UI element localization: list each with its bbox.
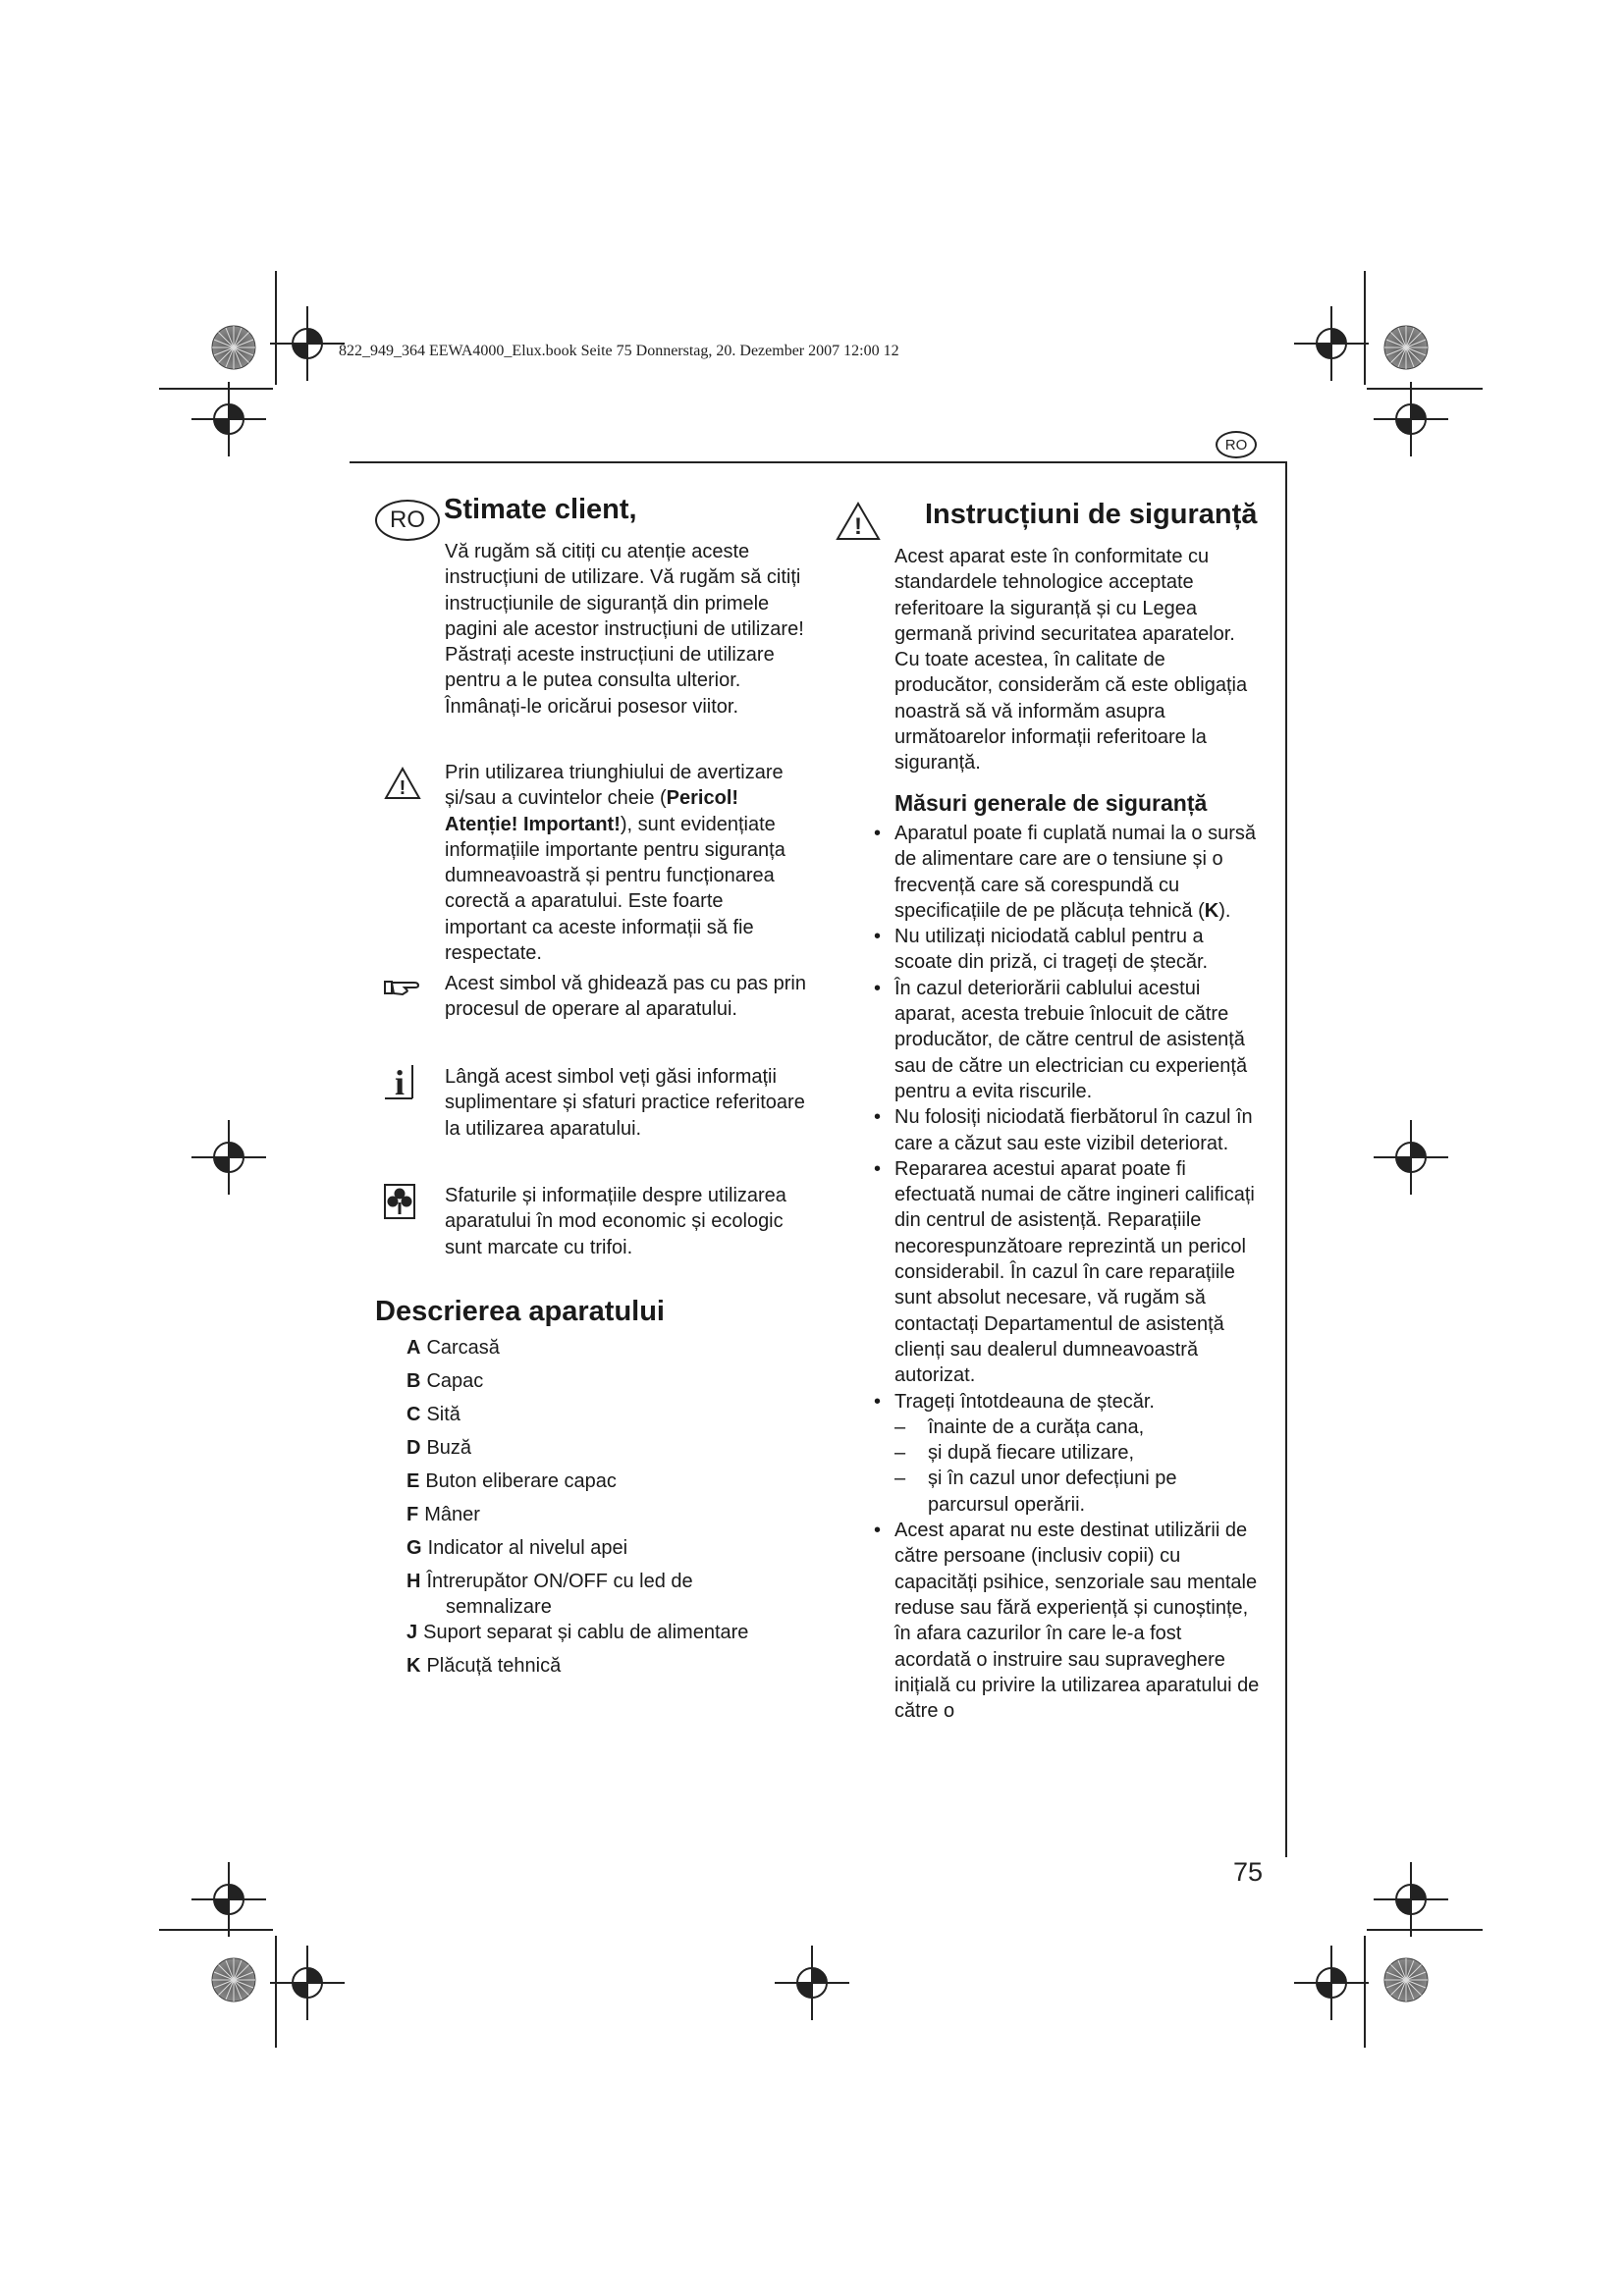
step-paragraph: Acest simbol vă ghidează pas cu pas prin procesul de operare al aparatului. [445, 973, 806, 1021]
part-item: J Suport separat și cablu de alimentare [406, 1622, 749, 1643]
list-item: • Aparatul poate fi cuplată numai la o sursă de alimentare care are o tensiune și o frecvență care să corespundă cu specificațiile de pe plăcuța tehnică (K). [874, 823, 1256, 922]
language-tab-label: RO [1224, 436, 1248, 454]
page-frame-right [1285, 461, 1287, 1857]
part-item: G Indicator al nivelul apei [406, 1537, 628, 1559]
list-item: • Nu utilizați niciodată cablul pentru a scoate din priză, ci trageți de ștecăr. [874, 926, 1209, 974]
part-item: B Capac [406, 1370, 484, 1392]
page-number: 75 [1233, 1857, 1264, 1887]
warning-text-start: Prin utilizarea triunghiului de avertizare și/sau a cuvintelor cheie ( [445, 762, 784, 810]
part-item: H Întrerupător ON/OFF cu led de semnalizare [406, 1571, 693, 1618]
warning-paragraph [445, 760, 808, 966]
language-badge [375, 500, 440, 541]
description-title: Descrierea aparatului [375, 1296, 665, 1327]
part-item: F Mâner [406, 1504, 480, 1525]
clover-icon [383, 1183, 416, 1220]
warning-text-end: ), sunt evidențiate informațiile importante pentru siguranța dumneavoastră și pentru funcționarea corectă a aparatului. Este foarte important ca aceste informații să fie respectate. [445, 813, 785, 965]
warning-triangle-icon [383, 766, 422, 801]
sub-list-item: – și după fiecare utilizare, [894, 1442, 1135, 1465]
svg-text:!: ! [854, 513, 862, 540]
intro-paragraph: Vă rugăm să citiți cu atenție aceste instrucțiuni de utilizare. Vă rugăm să citiți instrucțiunile de siguranță din primele pagini ale acestor instrucțiuni de utilizare! Păstrați aceste instrucțiuni de utilizare pentru a le putea consulta ulterior. Înmânați-le oricărui posesor viitor. [445, 541, 804, 718]
safety-intro: Acest aparat este în conformitate cu standardele tehnologice acceptate referitoare la siguranță și cu Legea germană privind securitatea aparatelor. Cu toate acestea, în calitate de producător, considerăm că este obligația noastră să vă informăm asupra următoarelor informații referitoare la siguranță. [894, 546, 1248, 774]
part-item: A Carcasă [406, 1337, 500, 1359]
greeting-title: Stimate client, [444, 494, 637, 525]
safety-title: Instrucțiuni de siguranță [925, 499, 1258, 530]
list-item: • Trageți întotdeauna de ștecăr. – înainte de a curăța cana, – și după fiecare utilizare, – și în cazul unor defecțiuni pe parcursul operării. [894, 1389, 1260, 1518]
list-item: • Nu folosiți niciodată fierbătorul în cazul în care a căzut sau este vizibil deteriorat. [874, 1106, 1253, 1154]
list-item: • Repararea acestui aparat poate fi efectuată numai de către ingineri calificați din centrul de asistență. Reparațiile necorespunzătoare reprezintă un pericol considerabil. În cazul în care reparațiile sunt absolut necesare, vă rugăm să contactați Departamentul de asistență clienți sau dealerul dumneavoastră autorizat. [874, 1157, 1255, 1387]
warning-keywords: Pericol! Atenție! Important! [445, 787, 739, 835]
info-paragraph: Lângă acest simbol veți găsi informații suplimentare și sfaturi practice referitoare la utilizarea aparatului. [445, 1066, 805, 1140]
list-item: • În cazul deteriorării cablului acestui aparat, acesta trebuie înlocuit de către producător, de către centrul de asistență sau de către un electrician cu experiență pentru a evita riscurile. [874, 977, 1248, 1102]
svg-text:i: i [394, 1063, 406, 1100]
safety-warning-icon [835, 501, 882, 542]
part-item: E Buton eliberare capac [406, 1470, 617, 1492]
part-item: K Plăcuță tehnică [406, 1655, 562, 1677]
general-safety-title: Măsuri generale de siguranță [894, 790, 1208, 816]
sub-list-item: – și în cazul unor defecțiuni pe parcursul operării. [894, 1468, 1177, 1516]
safety-bullets [874, 821, 1260, 1724]
language-tab-badge [1216, 431, 1257, 458]
part-item: C Sită [406, 1404, 460, 1425]
sub-list-item: – înainte de a curăța cana, [894, 1415, 1145, 1438]
page-frame-top [350, 461, 1287, 463]
list-item: • Acest aparat nu este destinat utilizării de către persoane (inclusiv copii) cu capacități psihice, senzoriale sau mentale reduse sau fără experiență și cunoștințe, în afara cazurilor în care le-a fost acordată o instruire sau supraveghere inițială cu privire la utilizarea aparatului de către o [874, 1520, 1260, 1723]
pointing-hand-icon [383, 976, 422, 997]
info-icon [383, 1063, 416, 1100]
parts-list [406, 1335, 819, 1686]
print-slug: 822_949_364 EEWA4000_Elux.book Seite 75 Donnerstag, 20. Dezember 2007 12:00 12 [339, 343, 899, 359]
eco-paragraph: Sfaturile și informațiile despre utilizarea aparatului în mod economic și ecologic sunt marcate cu trifoi. [445, 1185, 786, 1258]
language-badge-label: RO [390, 507, 425, 533]
part-item: D Buză [406, 1437, 472, 1459]
svg-text:!: ! [399, 777, 406, 799]
